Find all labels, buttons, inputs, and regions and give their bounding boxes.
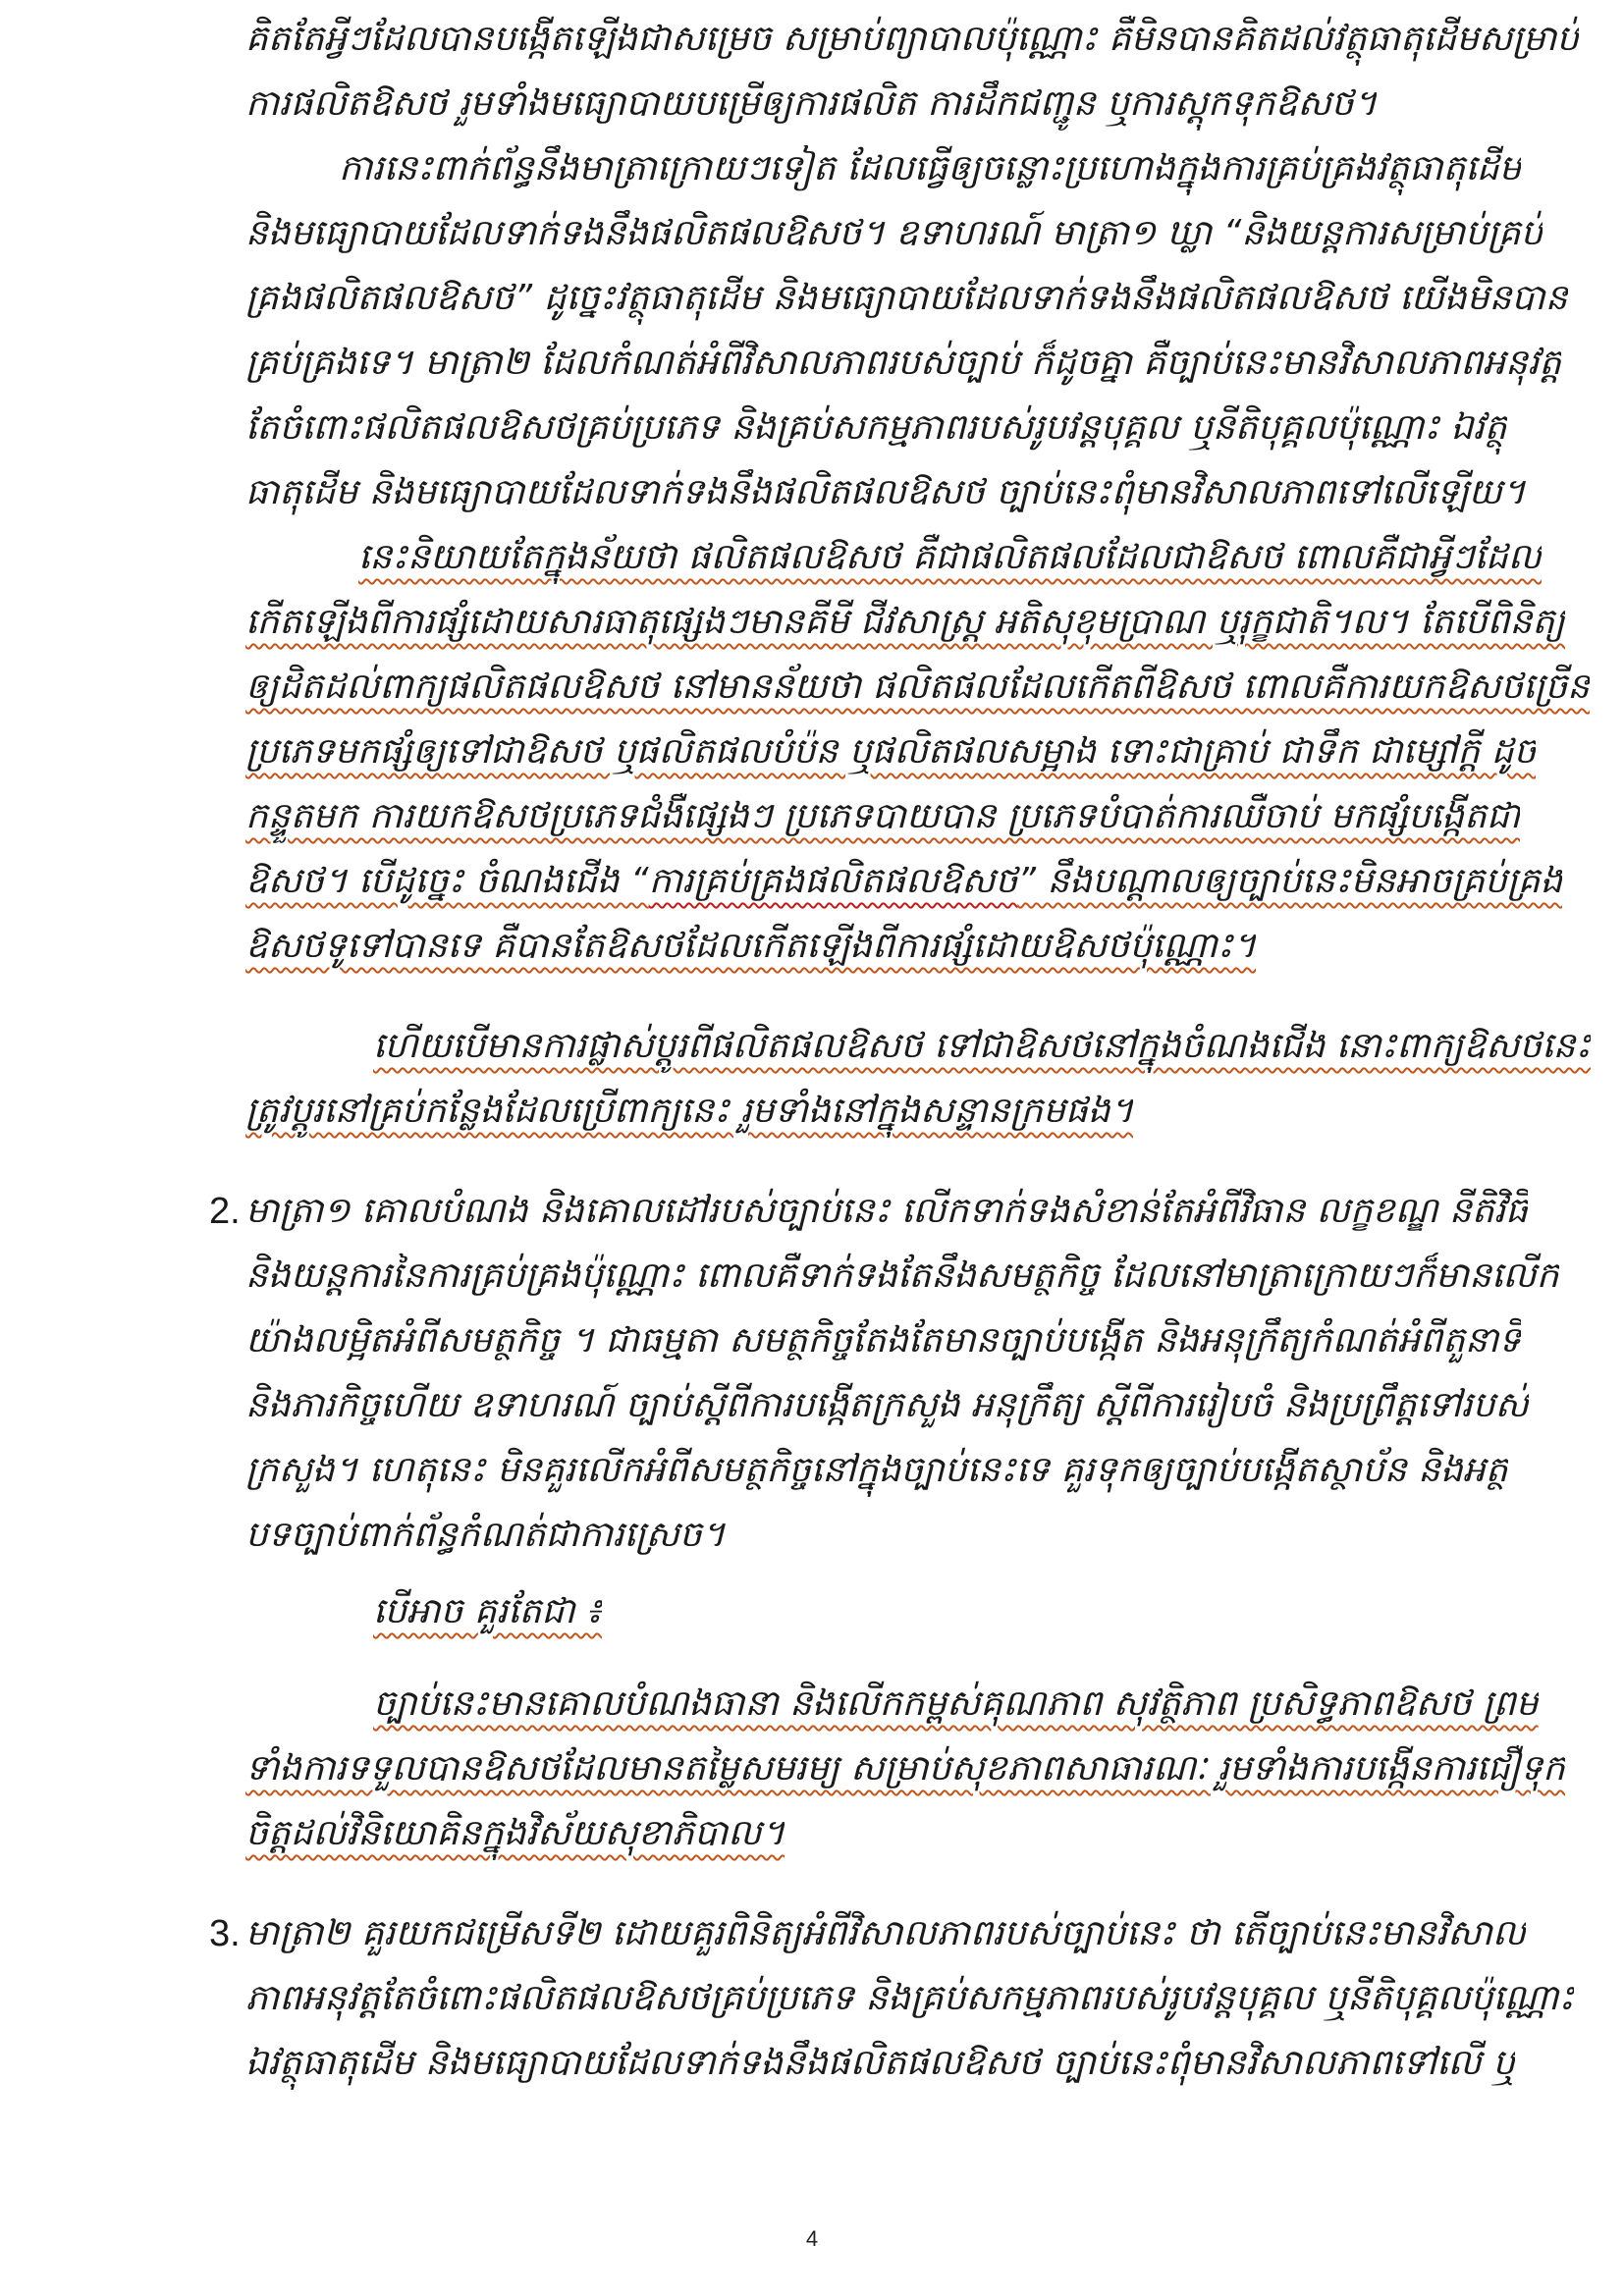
commented-text: ” នឹងបណ្តាលឲ្យច្បាប់នេះមិនអាចគ្រប់គ្រង [1017, 861, 1563, 901]
commented-text: នេះនិយាយតែក្នុងន័យថា ផលិតផលឱសថ គឺជាផលិតផលដែលជាឱសថ ពោលគឺជាអ្វីៗដែល [358, 537, 1543, 577]
body-line: និងយន្តការនៃការគ្រប់គ្រងប៉ុណ្ណោះ ពោលគឺទាក់ទងតែនឹងសមត្ថកិច្ច ដែលនៅមាត្រាក្រោយៗក៏មានលើក [245, 1255, 1559, 1296]
commented-text: ឲ្យដិតដល់ពាក្យផលិតផលឱសថ នៅមានន័យថា ផលិតផលដែលកើតពីឱសថ ពោលគឺការយកឱសថច្រើន [245, 667, 1591, 707]
body-line: គិតតែអ្វីៗដែលបានបង្កើតឡើងជាសម្រេច សម្រាប់ព្យាបាលប៉ុណ្ណោះ គឺមិនបានគិតដល់វត្ថុធាតុដើមសម្រាប់ [245, 19, 1580, 59]
body-line: ឯវត្ថុធាតុដើម និងមធ្យោបាយដែលទាក់ទងនឹងផលិតផលឱសថ ច្បាប់នេះពុំមានវិសាលភាពទៅលើ ឬ [245, 2043, 1516, 2083]
body-line: ធាតុដើម និងមធ្យោបាយដែលទាក់ទងនឹងផលិតផលឱសថ ច្បាប់នេះពុំមានវិសាលភាពទៅលើឡើយ។ [245, 472, 1526, 512]
body-line: ភាពអនុវត្តតែចំពោះផលិតផលឱសថគ្រប់ប្រភេទ និងគ្រប់សកម្មភាពរបស់រូបវន្តបុគ្គល ឬនីតិបុគ្គលប៉ុណ្ណោះ [245, 1978, 1575, 2018]
suggestion-text: ច្បាប់នេះមានគោលបំណងធានា និងលើកកម្ពស់គុណភាព សុវត្ថិភាព ប្រសិទ្ធភាពឱសថ ព្រម [373, 1683, 1539, 1724]
suggestion-text: ចិត្តដល់វិនិយោគិនក្នុងវិស័យសុខាភិបាល។ [245, 1813, 785, 1853]
body-line: និងភារកិច្ចហើយ ឧទាហរណ៍ ច្បាប់ស្តីពីការបង្កើតក្រសួង អនុក្រឹត្យ ស្តីពីការរៀបចំ និងប្រព្រឹត្តទៅរបស់ [245, 1385, 1529, 1425]
body-line: គ្រងផលិតផលឱសថ” ដូច្នេះវត្ថុធាតុដើម និងមធ្យោបាយដែលទាក់ទងនឹងផលិតផលឱសថ យើងមិនបាន [245, 278, 1568, 318]
body-line: ការផលិតឱសថ រួមទាំងមធ្យោបាយបម្រើឲ្យការផលិត ការដឹកជញ្ជូន ឬការស្តុកទុកឱសថ។ [245, 83, 1378, 124]
suggestion-label: បើអាច គួរតែជា ៖ [373, 1591, 602, 1631]
body-line: ការនេះពាក់ព័ន្ធនឹងមាត្រាក្រោយៗទៀត ដែលធ្វើឲ្យចន្លោះប្រហោងក្នុងការគ្រប់គ្រងវត្ថុធាតុដើម [339, 148, 1522, 188]
body-line: យ៉ាងលម្អិតអំពីសមត្ថកិច្ច ។ ជាធម្មតា សមត្ថកិច្ចតែងតែមានច្បាប់បង្កើត និងអនុក្រឹត្យកំណត់អំពីតួនាទី [245, 1320, 1522, 1361]
list-number: 3. [209, 1913, 241, 1954]
body-line: មាត្រា២ គួរយកជម្រើសទី២ ដោយគួរពិនិត្យអំពីវិសាលភាពរបស់ច្បាប់នេះ ថា តើច្បាប់នេះមានវិសាល [245, 1913, 1527, 1953]
body-line: បទច្បាប់ពាក់ព័ន្ធកំណត់ជាការស្រេច។ [245, 1515, 726, 1555]
commented-title-text: ការគ្រប់គ្រងផលិតផលឱសថ [648, 861, 1018, 901]
body-line: និងមធ្យោបាយដែលទាក់ទងនឹងផលិតផលឱសថ។ ឧទាហរណ៍ មាត្រា១ ឃ្លា “និងយន្តការសម្រាប់គ្រប់ [245, 213, 1543, 253]
commented-text: ឱសថទូទៅបានទេ គឺបានតែឱសថដែលកើតឡើងពីការផ្សំដោយឱសថប៉ុណ្ណោះ។ [245, 926, 1257, 966]
suggestion-text: ទាំងការទទួលបានឱសថដែលមានតម្លៃសមរម្យ សម្រាប់សុខភាពសាធារណៈ រួមទាំងការបង្កើនការជឿទុក [245, 1748, 1565, 1789]
commented-text: ប្រភេទមកផ្សំឲ្យទៅជាឱសថ ឬផលិតផលបំប៉ន ឬផលិតផលសម្អាង ទោះជាគ្រាប់ ជាទឹក ជាម្សៅក្តី ដូច [245, 731, 1537, 772]
commented-text: កន្ទួតមក ការយកឱសថប្រភេទជំងឺផ្សេងៗ ប្រភេទបាយបាន ប្រភេទបំបាត់ការឈឺចាប់ មកផ្សំបង្កើតជា [245, 796, 1521, 836]
commented-text: ត្រូវប្តូរនៅគ្រប់កន្លែងដែលប្រើពាក្យនេះ រួមទាំងនៅក្នុងសន្ទានក្រមផង។ [245, 1091, 1134, 1131]
page-number: 4 [805, 2226, 819, 2251]
commented-text: កើតឡើងពីការផ្សំដោយសារធាតុផ្សេងៗមានគីមី ជីវសាស្ត្រ អតិសុខុមប្រាណ ឬរុក្ខជាតិ។ល។ តែបើពិនិត្យ [245, 602, 1565, 642]
body-line: ក្រសួង។ ហេតុនេះ មិនគួរលើកអំពីសមត្ថកិច្ចនៅក្នុងច្បាប់នេះទេ គួរទុកឲ្យច្បាប់បង្កើតស្ថាប័ន និងអត្ថ [245, 1450, 1508, 1490]
list-number: 2. [209, 1191, 241, 1232]
body-line: មាត្រា១ គោលបំណង និងគោលដៅរបស់ច្បាប់នេះ លើកទាក់ទងសំខាន់តែអំពីវិធាន លក្ខខណ្ឌ នីតិវិធី [245, 1191, 1528, 1231]
body-line: តែចំពោះផលិតផលឱសថគ្រប់ប្រភេទ និងគ្រប់សកម្មភាពរបស់រូបវន្តបុគ្គល ឬនីតិបុគ្គលប៉ុណ្ណោះ ឯវត្ថុ [245, 407, 1507, 448]
commented-text: ឱសថ។ បើដូច្នេះ ចំណងជើង “ [245, 861, 649, 901]
body-line: គ្រប់គ្រងទេ។ មាត្រា២ ដែលកំណត់អំពីវិសាលភាពរបស់ច្បាប់ ក៏ដូចគ្នា គឺច្បាប់នេះមានវិសាលភាពអនុវត្ត [245, 343, 1562, 383]
commented-text: ហើយបើមានការផ្លាស់ប្តូរពីផលិតផលឱសថ ទៅជាឱសថនៅក្នុងចំណងជើង នោះពាក្យឱសថនេះ [373, 1026, 1592, 1066]
